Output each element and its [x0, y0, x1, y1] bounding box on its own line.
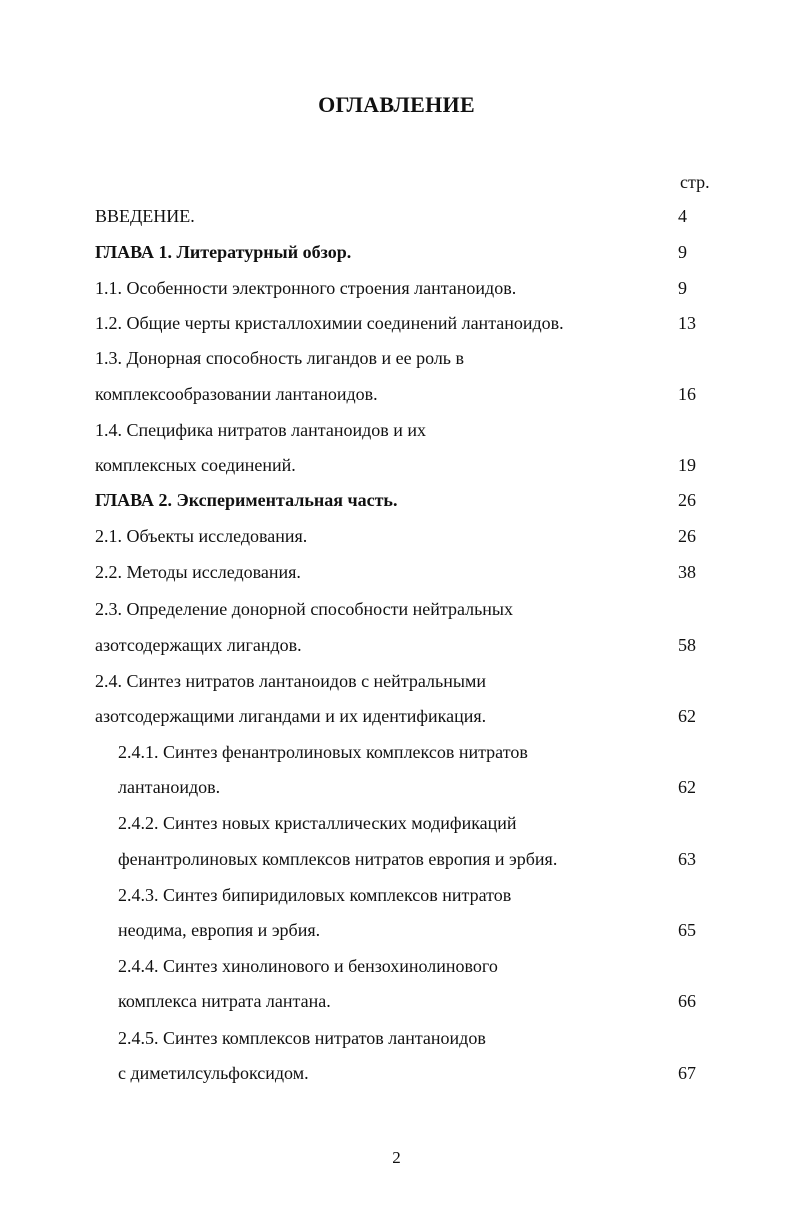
- toc-entry-text-continued: азотсодержащими лигандами и их идентификация.: [95, 706, 487, 726]
- page-title: ОГЛАВЛЕНИЕ: [318, 92, 475, 117]
- toc-entry-text: 2.4.5. Синтез комплексов нитратов лантаноидов: [118, 1028, 486, 1048]
- toc-entry-text: ГЛАВА 1. Литературный обзор.: [95, 242, 352, 262]
- toc-entry-page: 63: [678, 849, 696, 869]
- toc-entry-text-continued: неодима, европия и эрбия.: [118, 920, 321, 940]
- toc-entry-text-continued: фенантролиновых комплексов нитратов европия и эрбия.: [118, 849, 558, 869]
- toc-entry-text: ГЛАВА 2. Экспериментальная часть.: [95, 490, 398, 510]
- toc-entry-page: 19: [678, 455, 696, 475]
- toc-entry-page: 65: [678, 920, 696, 940]
- toc-entry-text-continued: комплекса нитрата лантана.: [118, 991, 331, 1011]
- toc-entry-text: 2.3. Определение донорной способности нейтральных: [95, 599, 514, 619]
- toc-entry-page: 58: [678, 635, 696, 655]
- toc-entry-text: 2.1. Объекты исследования.: [95, 526, 308, 546]
- toc-entry-page: 9: [678, 278, 687, 298]
- toc-entry-page: 66: [678, 991, 696, 1011]
- toc-entry-page: 4: [678, 206, 687, 226]
- toc-entry-page: 16: [678, 384, 696, 404]
- toc-entry-text: 1.3. Донорная способность лигандов и ее роль в: [95, 348, 465, 368]
- toc-entry-text: ВВЕДЕНИЕ.: [95, 206, 195, 226]
- toc-entry-text: 2.4.3. Синтез бипиридиловых комплексов нитратов: [118, 885, 512, 905]
- toc-entry-text: 1.2. Общие черты кристаллохимии соединений лантаноидов.: [95, 313, 564, 333]
- toc-entry-page: 13: [678, 313, 696, 333]
- toc-entry-text: 1.1. Особенности электронного строения лантаноидов.: [95, 278, 517, 298]
- toc-entry-text-continued: лантаноидов.: [118, 777, 221, 797]
- toc-entry-text-continued: комплексообразовании лантаноидов.: [95, 384, 378, 404]
- toc-entry-text: 2.4.2. Синтез новых кристаллических модификаций: [118, 813, 517, 833]
- toc-entry-page: 9: [678, 242, 687, 262]
- toc-entry-page: 67: [678, 1063, 696, 1083]
- page-number: 2: [392, 1148, 401, 1167]
- toc-entry-page: 26: [678, 490, 696, 510]
- toc-entry-text: 2.4.1. Синтез фенантролиновых комплексов нитратов: [118, 742, 528, 762]
- toc-entry-page: 38: [678, 562, 696, 582]
- toc-entry-text-continued: азотсодержащих лигандов.: [95, 635, 302, 655]
- toc-entry-page: 62: [678, 706, 696, 726]
- toc-entry-text: 1.4. Специфика нитратов лантаноидов и их: [95, 420, 427, 440]
- page-column-header: стр.: [680, 172, 710, 192]
- toc-entry-text-continued: комплексных соединений.: [95, 455, 296, 475]
- toc-entry-text: 2.4.4. Синтез хинолинового и бензохинолинового: [118, 956, 498, 976]
- toc-entry-text: 2.4. Синтез нитратов лантаноидов с нейтральными: [95, 671, 486, 691]
- toc-entry-page: 26: [678, 526, 696, 546]
- toc-entry-page: 62: [678, 777, 696, 797]
- toc-entry-text: 2.2. Методы исследования.: [95, 562, 301, 582]
- toc-entry-text-continued: с диметилсульфоксидом.: [118, 1063, 309, 1083]
